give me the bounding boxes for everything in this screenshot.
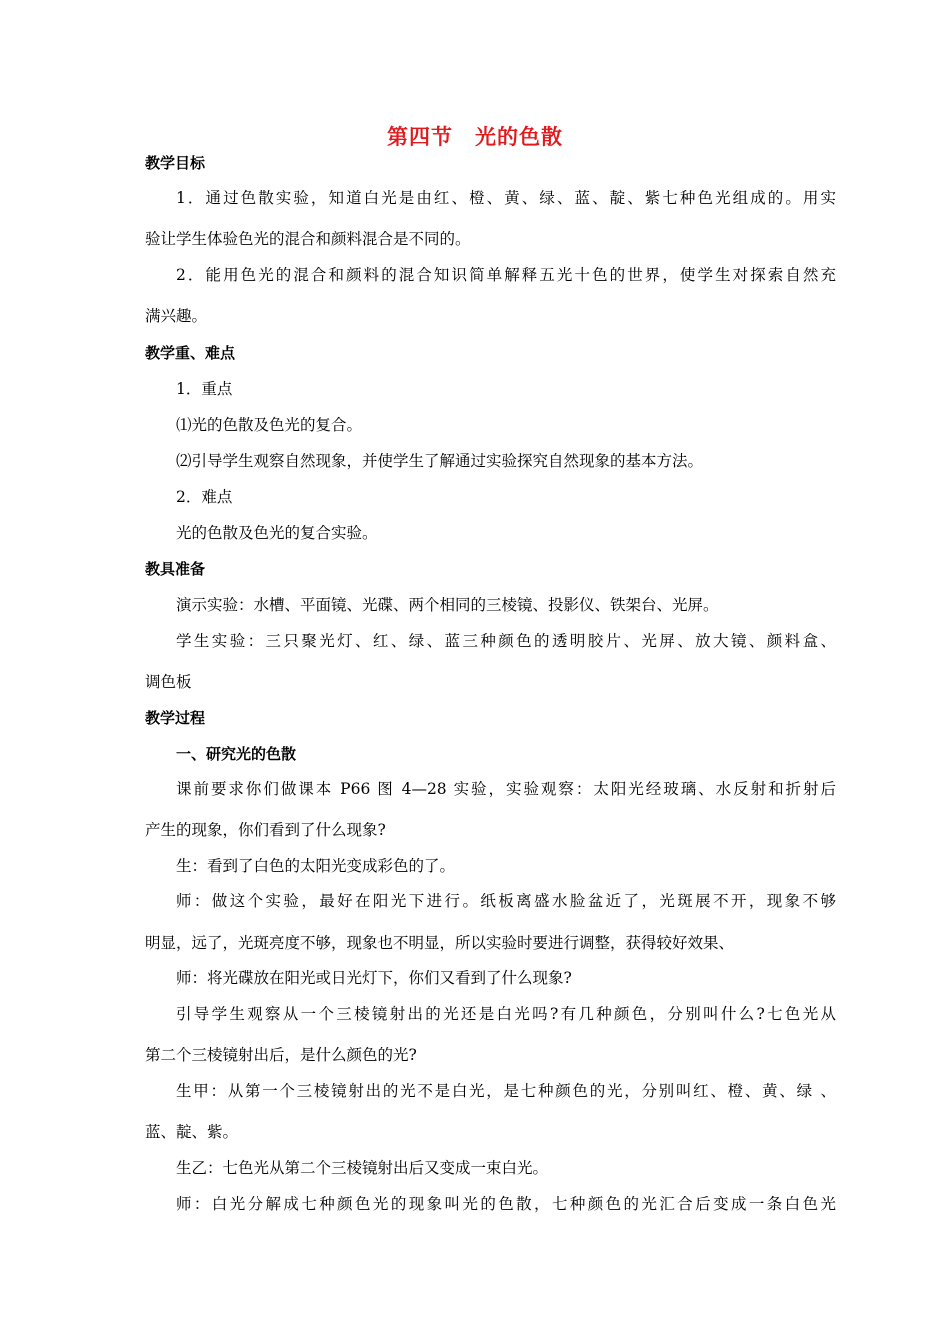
paragraph-line: 1．重点 xyxy=(176,380,233,398)
paragraph-line: 满兴趣。 xyxy=(145,307,208,325)
paragraph-line: 调色板 xyxy=(145,673,192,691)
paragraph-line: 第二个三棱镜射出后，是什么颜色的光? xyxy=(145,1046,417,1064)
paragraph-line: 师：做这个实验，最好在阳光下进行。纸板离盛水脸盆近了，光斑展不开，现象不够 xyxy=(176,892,836,910)
paragraph-line: ⑴光的色散及色光的复合。 xyxy=(176,416,363,434)
paragraph-line: 生：看到了白色的太阳光变成彩色的了。 xyxy=(176,857,456,875)
section-heading-materials: 教具准备 xyxy=(145,560,206,578)
paragraph-line: 2．能用色光的混合和颜料的混合知识简单解释五光十色的世界，使学生对探索自然充 xyxy=(176,266,836,284)
paragraph-line: 生乙：七色光从第二个三棱镜射出后又变成一束白光。 xyxy=(176,1159,549,1177)
paragraph-line: 1．通过色散实验，知道白光是由红、橙、黄、绿、蓝、靛、紫七种色光组成的。用实 xyxy=(176,189,836,207)
paragraph-line: 2．难点 xyxy=(176,488,233,506)
paragraph-line: 生甲：从第一个三棱镜射出的光不是白光，是七种颜色的光，分别叫红、橙、黄、绿 、 xyxy=(176,1082,836,1100)
section-heading-objectives: 教学目标 xyxy=(145,154,206,172)
paragraph-line: 课前要求你们做课本 P66 图 4—28 实验，实验观察：太阳光经玻璃、水反射和折射后 xyxy=(176,780,836,798)
paragraph-line: ⑵引导学生观察自然现象，并使学生了解通过实验探究自然现象的基本方法。 xyxy=(176,452,704,470)
subsection-heading: 一、研究光的色散 xyxy=(176,745,297,763)
paragraph-line: 蓝、靛、紫。 xyxy=(145,1123,239,1141)
paragraph-line: 引导学生观察从一个三棱镜射出的光还是白光吗?有几种颜色，分别叫什么?七色光从 xyxy=(176,1005,836,1023)
paragraph-line: 师：将光碟放在阳光或日光灯下，你们又看到了什么现象? xyxy=(176,969,572,987)
document-title: 第四节 光的色散 xyxy=(387,125,563,149)
section-heading-process: 教学过程 xyxy=(145,709,206,727)
paragraph-line: 光的色散及色光的复合实验。 xyxy=(176,524,378,542)
paragraph-line: 验让学生体验色光的混合和颜料混合是不同的。 xyxy=(145,230,471,248)
paragraph-line: 演示实验：水槽、平面镜、光碟、两个相同的三棱镜、投影仪、铁架台、光屏。 xyxy=(176,596,719,614)
section-heading-key-points: 教学重、难点 xyxy=(145,344,236,362)
paragraph-line: 产生的现象，你们看到了什么现象? xyxy=(145,821,386,839)
paragraph-line: 学生实验：三只聚光灯、红、绿、蓝三种颜色的透明胶片、光屏、放大镜、颜料盒、 xyxy=(176,632,836,650)
paragraph-line: 明显，远了，光斑亮度不够，现象也不明显，所以实验时要进行调整，获得较好效果、 xyxy=(145,934,735,952)
paragraph-line: 师：白光分解成七种颜色光的现象叫光的色散，七种颜色的光汇合后变成一条白色光 xyxy=(176,1195,836,1213)
